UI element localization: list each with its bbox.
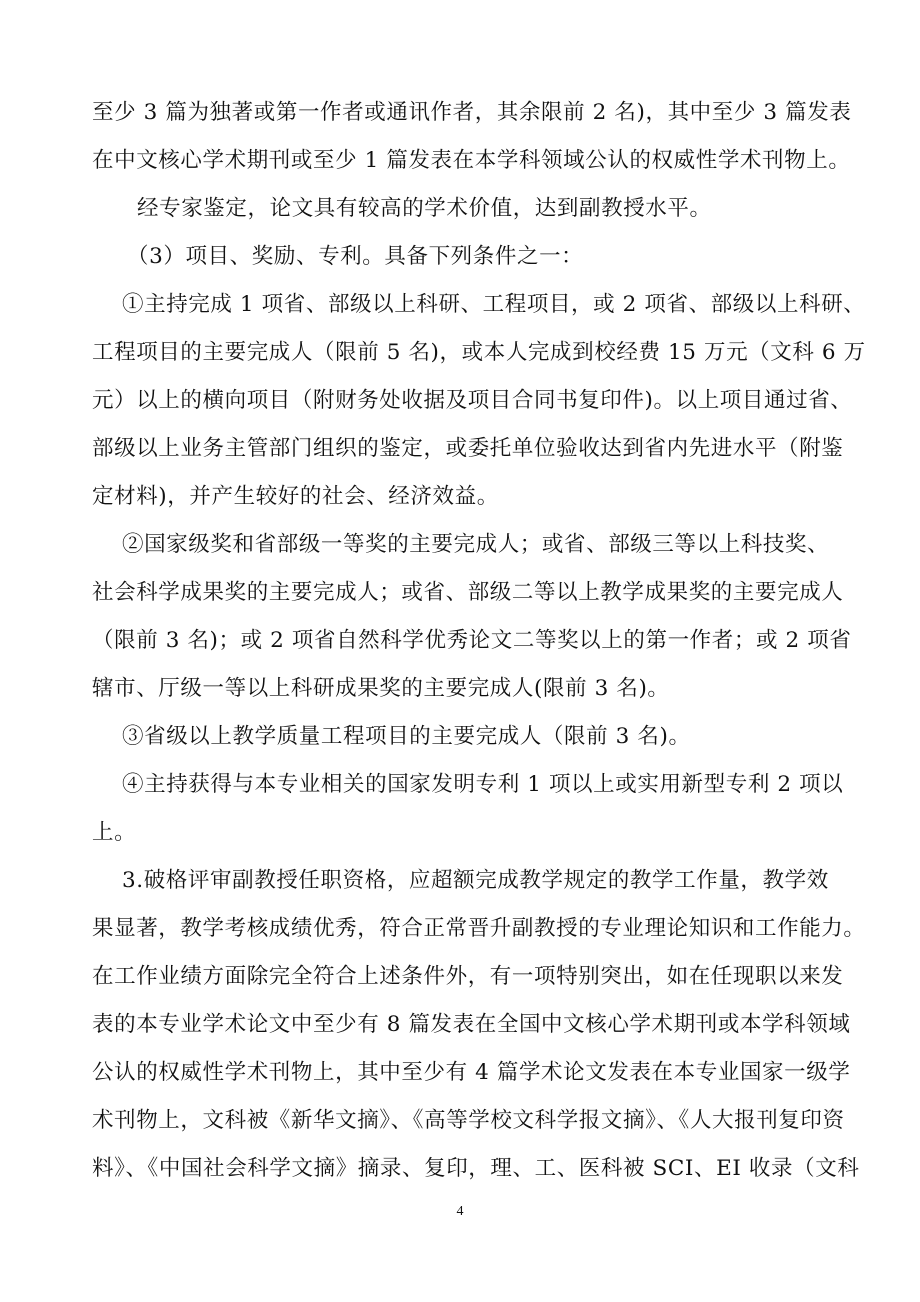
text-line: 在工作业绩方面除完全符合上述条件外，有一项特别突出，如在任现职以来发 xyxy=(92,964,844,989)
text-line: ④主持获得与本专业相关的国家发明专利 1 项以上或实用新型专利 2 项以 xyxy=(122,772,844,797)
text-line: 定材料)，并产生较好的社会、经济效益。 xyxy=(92,484,499,509)
text-line: ②国家级奖和省部级一等奖的主要完成人；或省、部级三等以上科技奖、 xyxy=(122,532,830,557)
text-line: （限前 3 名)；或 2 项省自然科学优秀论文二等奖以上的第一作者；或 2 项省 xyxy=(92,628,852,653)
text-line: 至少 3 篇为独著或第一作者或通讯作者，其余限前 2 名)，其中至少 3 篇发表 xyxy=(92,100,852,125)
text-line: ①主持完成 1 项省、部级以上科研、工程项目，或 2 项省、部级以上科研、 xyxy=(122,292,866,317)
text-line: 表的本专业学术论文中至少有 8 篇发表在全国中文核心学术期刊或本学科领域 xyxy=(92,1012,851,1037)
text-line: 上。 xyxy=(92,820,137,845)
text-line: 术刊物上，文科被《新华文摘》、《高等学校文科学报文摘》、《人大报刊复印资 xyxy=(92,1108,845,1133)
text-line: 公认的权威性学术刊物上，其中至少有 4 篇学术论文发表在本专业国家一级学 xyxy=(92,1060,851,1085)
text-line: 工程项目的主要完成人（限前 5 名)，或本人完成到校经费 15 万元（文科 6 万 xyxy=(92,340,866,365)
text-line: ③省级以上教学质量工程项目的主要完成人（限前 3 名)。 xyxy=(122,724,691,749)
text-line: 辖市、厅级一等以上科研成果奖的主要完成人(限前 3 名)。 xyxy=(92,676,670,701)
page-number: 4 xyxy=(456,1204,464,1219)
text-line: 社会科学成果奖的主要完成人；或省、部级二等以上教学成果奖的主要完成人 xyxy=(92,580,844,605)
text-line: （3）项目、奖励、专利。具备下列条件之一： xyxy=(127,244,584,269)
text-line: 部级以上业务主管部门组织的鉴定，或委托单位验收达到省内先进水平（附鉴 xyxy=(92,436,844,461)
text-line: 元）以上的横向项目（附财务处收据及项目合同书复印件)。以上项目通过省、 xyxy=(92,388,853,413)
text-line: 料》、《中国社会科学文摘》摘录、复印，理、工、医科被 SCI、EI 收录（文科 xyxy=(92,1156,860,1181)
text-line: 经专家鉴定，论文具有较高的学术价值，达到副教授水平。 xyxy=(137,196,712,221)
text-line: 果显著，教学考核成绩优秀，符合正常晋升副教授的专业理论知识和工作能力。 xyxy=(92,916,866,941)
text-line: 在中文核心学术期刊或至少 1 篇发表在本学科领域公认的权威性学术刊物上。 xyxy=(92,148,851,173)
text-line: 3.破格评审副教授任职资格，应超额完成教学规定的教学工作量，教学效 xyxy=(122,868,829,893)
